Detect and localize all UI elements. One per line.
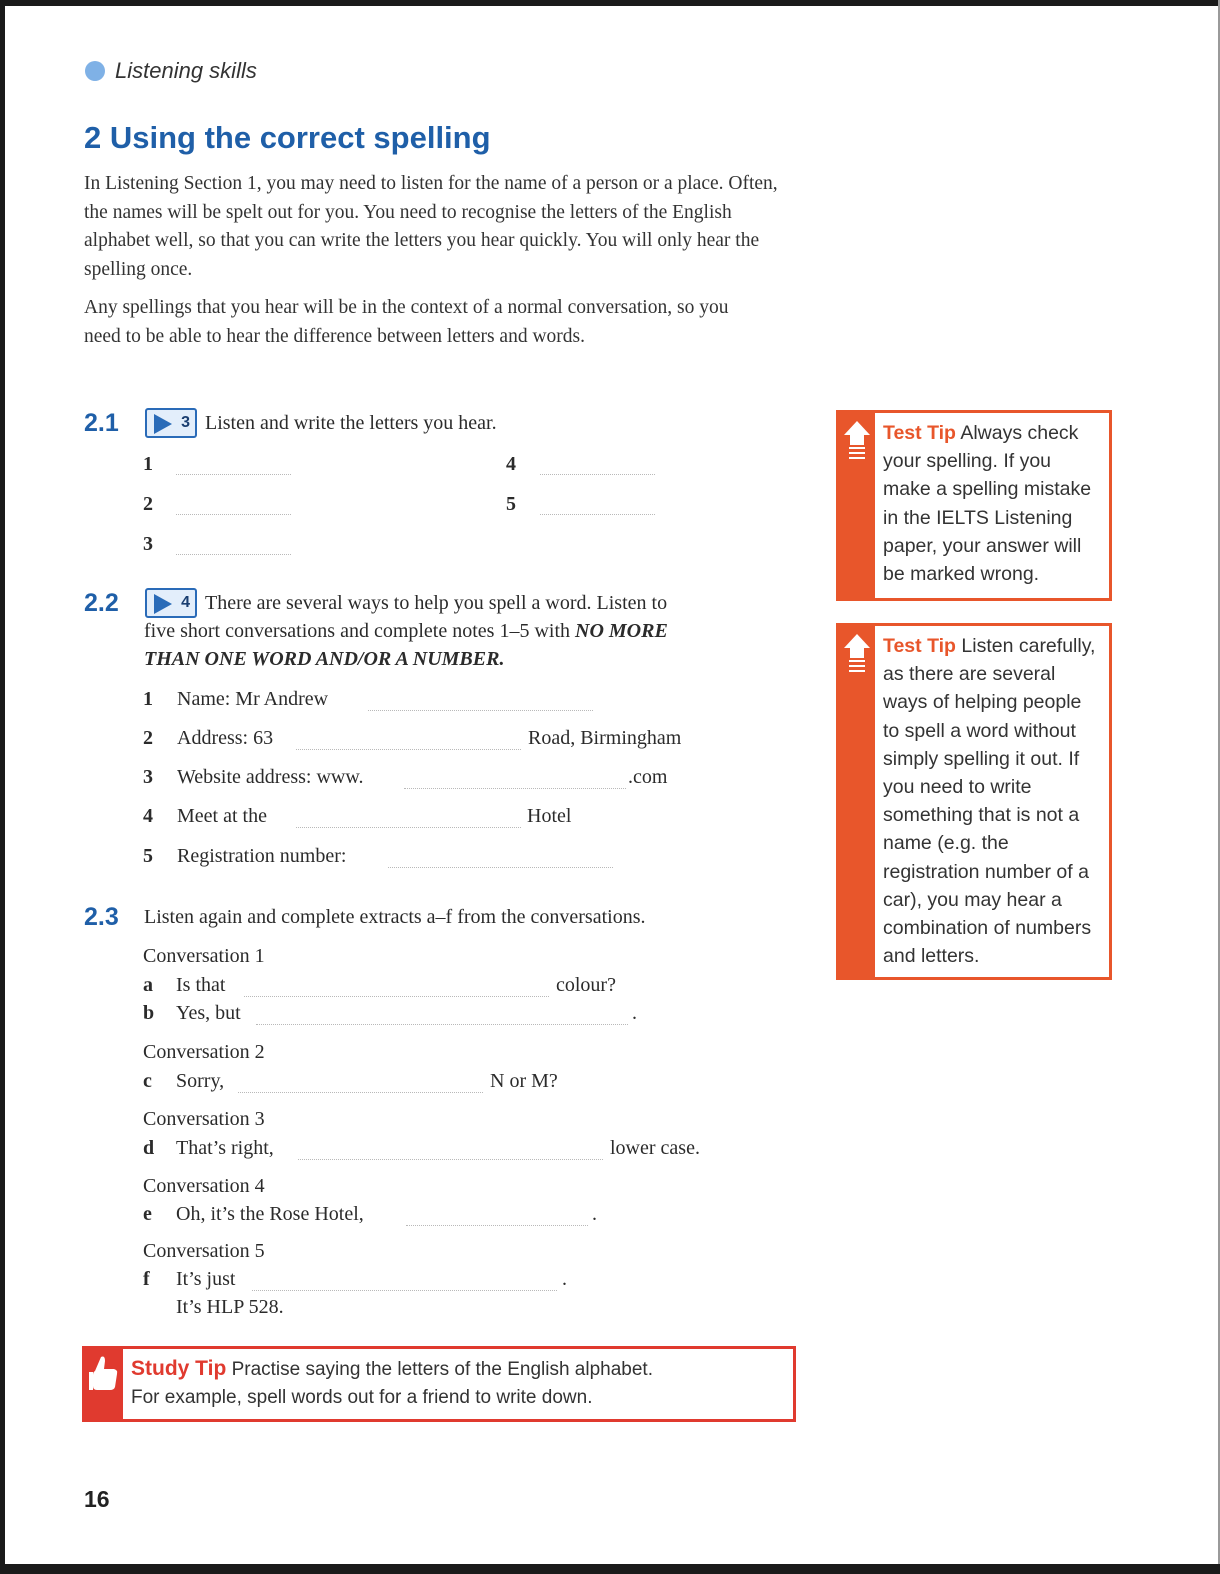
tip-heading: Test Tip bbox=[883, 635, 956, 657]
answer-blank[interactable] bbox=[296, 827, 521, 828]
extract-text: Oh, it’s the Rose Hotel, bbox=[176, 1203, 364, 1225]
note-text: Website address: www. bbox=[177, 766, 364, 788]
answer-blank[interactable] bbox=[176, 554, 291, 555]
conversation-title: Conversation 3 bbox=[143, 1108, 265, 1130]
page-title: 2 Using the correct spelling bbox=[84, 120, 491, 155]
play-icon bbox=[154, 594, 172, 614]
answer-blank[interactable] bbox=[540, 514, 655, 515]
answer-blank[interactable] bbox=[388, 867, 613, 868]
intro-paragraph-2: Any spellings that you hear will be in the context of a normal conversation, so you need to be able to hear the difference between letters and words. bbox=[84, 297, 729, 347]
intro-paragraph-1: In Listening Section 1, you may need to listen for the name of a person or a place. Often, the names will be spelt out for you. You need to recognise the letters of the English alphabet well, so that you can write the letters you hear quickly. You will only hear the spelling once. bbox=[84, 173, 778, 280]
instruction-text: five short conversations and complete notes 1–5 with bbox=[144, 620, 571, 642]
extract-text: Is that bbox=[176, 974, 226, 996]
tip-text bbox=[883, 419, 1101, 588]
extract-text-after: N or M? bbox=[490, 1070, 558, 1092]
instruction-emphasis: THAN ONE WORD AND/OR A NUMBER. bbox=[144, 648, 505, 670]
item-number: 1 bbox=[143, 453, 153, 475]
tip-bar bbox=[839, 626, 875, 977]
exercise-number: 2.1 bbox=[84, 409, 119, 437]
tip-body: Always check your spelling. If you make a spelling mistake in the IELTS Listening paper, your answer will be marked wrong. bbox=[883, 422, 1092, 586]
extract-letter: e bbox=[143, 1203, 152, 1225]
test-tip-box bbox=[836, 410, 1112, 601]
note-text-after: Hotel bbox=[527, 805, 572, 827]
extract-letter: b bbox=[143, 1002, 155, 1024]
tip-body: Listen carefully, as there are several ways of helping people to spell a word without simply spelling it out. If you need to write something that is not a name (e.g. the registration number of a car), you may hear a combination of numbers and letters. bbox=[883, 635, 1096, 968]
exercise-instruction-line2 bbox=[144, 620, 668, 643]
conversation-title: Conversation 1 bbox=[143, 945, 265, 967]
extract-letter: a bbox=[143, 974, 153, 996]
note-text: Meet at the bbox=[177, 805, 267, 827]
item-number: 5 bbox=[143, 845, 153, 867]
item-number: 4 bbox=[506, 453, 516, 475]
extract-text-after: lower case. bbox=[610, 1137, 700, 1159]
exercise-instruction: Listen again and complete extracts a–f from the conversations. bbox=[144, 906, 646, 928]
instruction-emphasis: NO MORE bbox=[575, 620, 668, 642]
exercise-instruction: There are several ways to help you spell a word. Listen to bbox=[205, 592, 668, 614]
study-tip-bar bbox=[85, 1349, 123, 1419]
extract-letter: d bbox=[143, 1137, 155, 1159]
note-text: Name: Mr Andrew bbox=[177, 688, 329, 710]
note-text: Address: 63 bbox=[177, 727, 274, 749]
extract-text: That’s right, bbox=[176, 1137, 274, 1159]
note-text: Registration number: bbox=[177, 845, 347, 867]
answer-blank[interactable] bbox=[298, 1159, 603, 1160]
item-number: 3 bbox=[143, 766, 153, 788]
extract-extra-text: It’s HLP 528. bbox=[176, 1296, 284, 1318]
answer-blank[interactable] bbox=[252, 1290, 557, 1291]
answer-blank[interactable] bbox=[256, 1024, 628, 1025]
item-number: 4 bbox=[143, 805, 153, 827]
thumbs-up-icon bbox=[85, 1349, 123, 1419]
exercise-instruction: Listen and write the letters you hear. bbox=[205, 412, 497, 434]
answer-blank[interactable] bbox=[176, 474, 291, 475]
extract-letter: f bbox=[143, 1268, 150, 1290]
item-number: 2 bbox=[143, 727, 153, 749]
extract-text-after: . bbox=[632, 1002, 637, 1024]
track-number: 4 bbox=[181, 594, 190, 611]
item-number: 2 bbox=[143, 493, 153, 515]
note-text-after: Road, Birmingham bbox=[528, 727, 682, 749]
answer-blank[interactable] bbox=[540, 474, 655, 475]
answer-blank[interactable] bbox=[296, 749, 521, 750]
conversation-title: Conversation 4 bbox=[143, 1175, 265, 1197]
audio-track-button[interactable] bbox=[145, 408, 197, 438]
section-label bbox=[85, 58, 257, 84]
exercise-number: 2.3 bbox=[84, 903, 119, 931]
conversation-title: Conversation 2 bbox=[143, 1041, 265, 1063]
track-number: 3 bbox=[181, 414, 190, 431]
audio-track-button[interactable] bbox=[145, 588, 197, 618]
up-arrow-icon bbox=[844, 634, 870, 648]
item-number: 3 bbox=[143, 533, 153, 555]
extract-text: It’s just bbox=[176, 1268, 236, 1290]
extract-text-after: colour? bbox=[556, 974, 616, 996]
extract-text-after: . bbox=[592, 1203, 597, 1225]
extract-text-after: . bbox=[562, 1268, 567, 1290]
tip-text bbox=[883, 632, 1101, 970]
exercise-instruction-line3 bbox=[144, 648, 504, 671]
section-label-text: Listening skills bbox=[115, 58, 257, 83]
study-tip-heading: Study Tip bbox=[131, 1357, 227, 1380]
answer-blank[interactable] bbox=[406, 1225, 588, 1226]
answer-blank[interactable] bbox=[238, 1092, 483, 1093]
extract-letter: c bbox=[143, 1070, 152, 1092]
extract-text: Sorry, bbox=[176, 1070, 225, 1092]
item-number: 1 bbox=[143, 688, 153, 710]
up-arrow-icon bbox=[844, 421, 870, 435]
tip-heading: Test Tip bbox=[883, 422, 956, 444]
play-icon bbox=[154, 414, 172, 434]
answer-blank[interactable] bbox=[368, 710, 593, 711]
study-tip-box bbox=[82, 1346, 796, 1422]
answer-blank[interactable] bbox=[404, 788, 626, 789]
study-tip-line2: For example, spell words out for a friend to write down. bbox=[131, 1387, 593, 1408]
page-number: 16 bbox=[84, 1486, 110, 1512]
study-tip-line1: Practise saying the letters of the English alphabet. bbox=[231, 1359, 653, 1380]
extract-text: Yes, but bbox=[176, 1002, 241, 1024]
study-tip-text bbox=[131, 1355, 783, 1412]
scan-border-left bbox=[0, 0, 5, 1574]
answer-blank[interactable] bbox=[176, 514, 291, 515]
scan-border-bottom bbox=[0, 1564, 1220, 1574]
scan-border-top bbox=[0, 0, 1220, 6]
exercise-number: 2.2 bbox=[84, 589, 119, 617]
bullet-dot-icon bbox=[85, 61, 105, 81]
answer-blank[interactable] bbox=[244, 996, 549, 997]
tip-bar bbox=[839, 413, 875, 598]
item-number: 5 bbox=[506, 493, 516, 515]
conversation-title: Conversation 5 bbox=[143, 1240, 265, 1262]
note-text-after: .com bbox=[628, 766, 668, 788]
test-tip-box bbox=[836, 623, 1112, 980]
